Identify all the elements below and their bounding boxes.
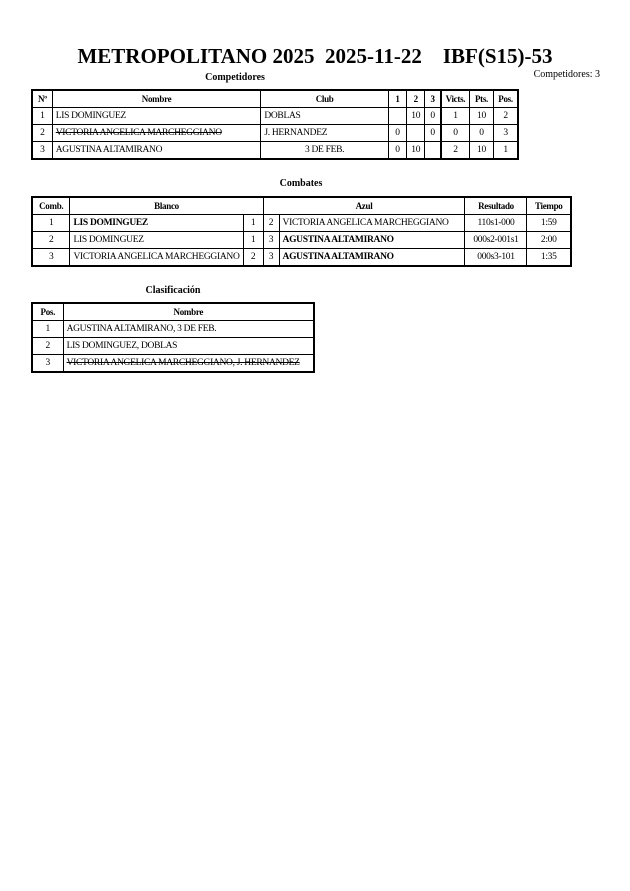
competidores-section-title: Competidores (205, 72, 265, 83)
competidores-table (31, 89, 519, 160)
cell-blanco: LIS DOMINGUEZ (70, 232, 243, 249)
cell-combat: 2 (32, 232, 70, 249)
cell-blanco-number: 1 (243, 215, 263, 232)
cell-victories: 2 (441, 142, 469, 160)
cell-points: 0 (469, 125, 493, 142)
cell-position: 3 (32, 355, 63, 373)
table-row (32, 215, 571, 232)
combates-section-title: Combates (279, 178, 323, 189)
cell-club: DOBLAS (261, 108, 389, 125)
cell-time: 1:59 (527, 215, 571, 232)
cell-position: 1 (32, 321, 63, 338)
clasificacion-header-row (32, 303, 314, 321)
col-header: Azul (263, 197, 465, 215)
cell-azul-number: 3 (263, 249, 279, 267)
combates-table (31, 196, 572, 267)
cell-azul: AGUSTINA ALTAMIRANO (279, 249, 465, 267)
cell-round-3: 0 (425, 125, 441, 142)
competidores-header-row (32, 90, 518, 108)
cell-azul: AGUSTINA ALTAMIRANO (279, 232, 465, 249)
cell-combat: 1 (32, 215, 70, 232)
col-header: Comb. (32, 197, 70, 215)
cell-number: 3 (32, 142, 52, 160)
cell-round-1: 0 (388, 142, 406, 160)
cell-number: 1 (32, 108, 52, 125)
col-header: Nombre (63, 303, 314, 321)
cell-round-2 (407, 125, 425, 142)
cell-club: J. HERNANDEZ (261, 125, 389, 142)
table-row (32, 108, 518, 125)
col-header: Pts. (469, 90, 493, 108)
cell-name: VICTORIA ANGELICA MARCHEGGIANO (52, 125, 261, 142)
table-row (32, 355, 314, 373)
cell-points: 10 (469, 108, 493, 125)
cell-number: 2 (32, 125, 52, 142)
cell-round-2: 10 (407, 108, 425, 125)
table-row (32, 142, 518, 160)
col-header: Blanco (70, 197, 263, 215)
cell-name: LIS DOMINGUEZ (52, 108, 261, 125)
cell-position: 1 (494, 142, 518, 160)
competitor-count: Competidores: 3 (533, 69, 600, 80)
cell-name: VICTORIA ANGELICA MARCHEGGIANO, J. HERNANDEZ (63, 355, 314, 373)
cell-azul-number: 2 (263, 215, 279, 232)
cell-time: 1:35 (527, 249, 571, 267)
table-row (32, 232, 571, 249)
cell-round-2: 10 (407, 142, 425, 160)
col-header: Nº (32, 90, 52, 108)
cell-blanco: VICTORIA ANGELICA MARCHEGGIANO (70, 249, 243, 267)
clasificacion-section-title: Clasificación (145, 285, 201, 296)
clasificacion-table (31, 302, 315, 373)
col-header: 2 (407, 90, 425, 108)
cell-round-1: 0 (388, 125, 406, 142)
col-header: Tiempo (527, 197, 571, 215)
cell-position: 3 (494, 125, 518, 142)
col-header: Club (261, 90, 389, 108)
combates-header-row (32, 197, 571, 215)
cell-position: 2 (32, 338, 63, 355)
cell-name: LIS DOMINGUEZ, DOBLAS (63, 338, 314, 355)
cell-result: 000s2-001s1 (465, 232, 527, 249)
cell-name: AGUSTINA ALTAMIRANO (52, 142, 261, 160)
cell-blanco-number: 2 (243, 249, 263, 267)
cell-blanco: LIS DOMINGUEZ (70, 215, 243, 232)
cell-round-3 (425, 142, 441, 160)
cell-blanco-number: 1 (243, 232, 263, 249)
cell-victories: 0 (441, 125, 469, 142)
cell-azul: VICTORIA ANGELICA MARCHEGGIANO (279, 215, 465, 232)
cell-points: 10 (469, 142, 493, 160)
col-header: Pos. (494, 90, 518, 108)
cell-combat: 3 (32, 249, 70, 267)
cell-name: AGUSTINA ALTAMIRANO, 3 DE FEB. (63, 321, 314, 338)
col-header: 1 (388, 90, 406, 108)
table-row (32, 321, 314, 338)
cell-round-1 (388, 108, 406, 125)
table-row (32, 338, 314, 355)
col-header: 3 (425, 90, 441, 108)
cell-azul-number: 3 (263, 232, 279, 249)
col-header: Resultado (465, 197, 527, 215)
cell-result: 000s3-101 (465, 249, 527, 267)
page-title: METROPOLITANO 2025 2025-11-22 IBF(S15)-53 (77, 44, 553, 68)
table-row (32, 125, 518, 142)
cell-result: 110s1-000 (465, 215, 527, 232)
table-row (32, 249, 571, 267)
col-header: Nombre (52, 90, 261, 108)
cell-position: 2 (494, 108, 518, 125)
cell-victories: 1 (441, 108, 469, 125)
col-header: Victs. (441, 90, 469, 108)
cell-round-3: 0 (425, 108, 441, 125)
col-header: Pos. (32, 303, 63, 321)
cell-time: 2:00 (527, 232, 571, 249)
cell-club: 3 DE FEB. (261, 142, 389, 160)
